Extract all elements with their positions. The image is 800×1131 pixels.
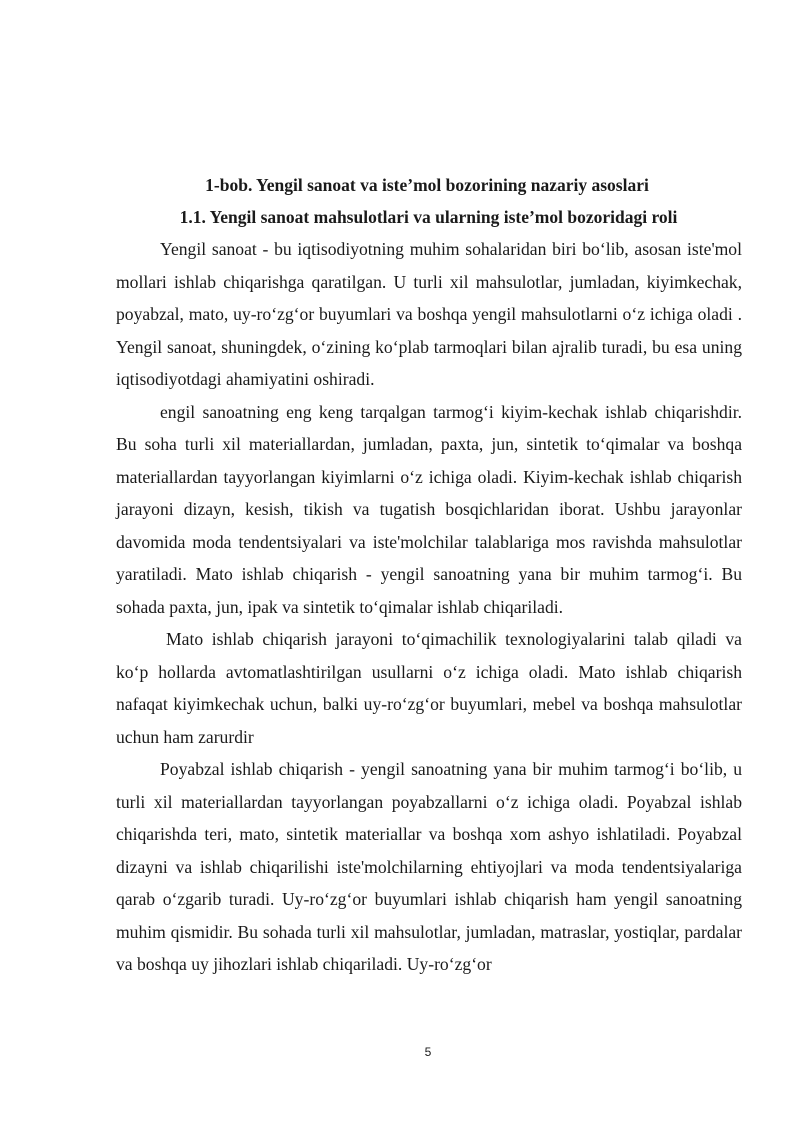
paragraph: Yengil sanoat - bu iqtisodiyotning muhim sohalaridan biri bo‘lib, asosan iste'mol mollari ishlab chiqarishga qaratilgan. U turli xil mahsulotlar, jumladan, kiyimkechak, poyabzal, mato, uy-ro‘zg‘or buyumlari va boshqa yengil mahsulotlarni o‘z ichiga oladi . Yengil sanoat, shuningdek, o‘zining ko‘plab tarmoqlari bilan ajralib turadi, bu esa uning iqtisodiyotdagi ahamiyatini oshiradi. xyxy=(116,239,742,389)
body-text xyxy=(116,233,742,981)
paragraph: engil sanoatning eng keng tarqalgan tarmog‘i kiyim-kechak ishlab chiqarishdir. Bu soha turli xil materiallardan, jumladan, paxta, jun, sintetik to‘qimalar va boshqa materiallardan tayyorlangan kiyimlarni o‘z ichiga oladi. Kiyim-kechak ishlab chiqarish jarayoni dizayn, kesish, tikish va tugatish bosqichlaridan iborat. Ushbu jarayonlar davomida moda tendentsiyalari va iste'molchilar talablariga mos ravishda mahsulotlar yaratiladi. Mato ishlab chiqarish - yengil sanoatning yana bir muhim tarmog‘i. Bu sohada paxta, jun, ipak va sintetik to‘qimalar ishlab chiqariladi. xyxy=(116,401,742,617)
page-number: 5 xyxy=(424,1045,432,1059)
section-title: 1.1. Yengil sanoat mahsulotlari va ularning iste’mol bozoridagi roli xyxy=(179,207,678,227)
chapter-title: 1-bob. Yengil sanoat va iste’mol bozorining nazariy asoslari xyxy=(205,175,649,195)
paragraph: Mato ishlab chiqarish jarayoni to‘qimachilik texnologiyalarini talab qiladi va ko‘p hollarda avtomatlashtirilgan usullarni o‘z ichiga oladi. Mato ishlab chiqarish nafaqat kiyimkechak uchun, balki uy-ro‘zg‘or buyumlari, mebel va boshqa mahsulotlar uchun ham zarurdir xyxy=(116,629,742,747)
paragraph: Poyabzal ishlab chiqarish - yengil sanoatning yana bir muhim tarmog‘i bo‘lib, u turli xil materiallardan tayyorlangan poyabzallarni o‘z ichiga oladi. Poyabzal ishlab chiqarishda teri, mato, sintetik materiallar va boshqa xom ashyo ishlatiladi. Poyabzal dizayni va ishlab chiqarilishi iste'molchilarning ehtiyojlari va moda tendentsiyalariga qarab o‘zgarib turadi. Uy-ro‘zg‘or buyumlari ishlab chiqarish ham yengil sanoatning muhim qismidir. Bu sohada turli xil mahsulotlar, jumladan, matraslar, yostiqlar, pardalar va boshqa uy jihozlari ishlab chiqariladi. Uy-ro‘zg‘or xyxy=(116,759,742,974)
